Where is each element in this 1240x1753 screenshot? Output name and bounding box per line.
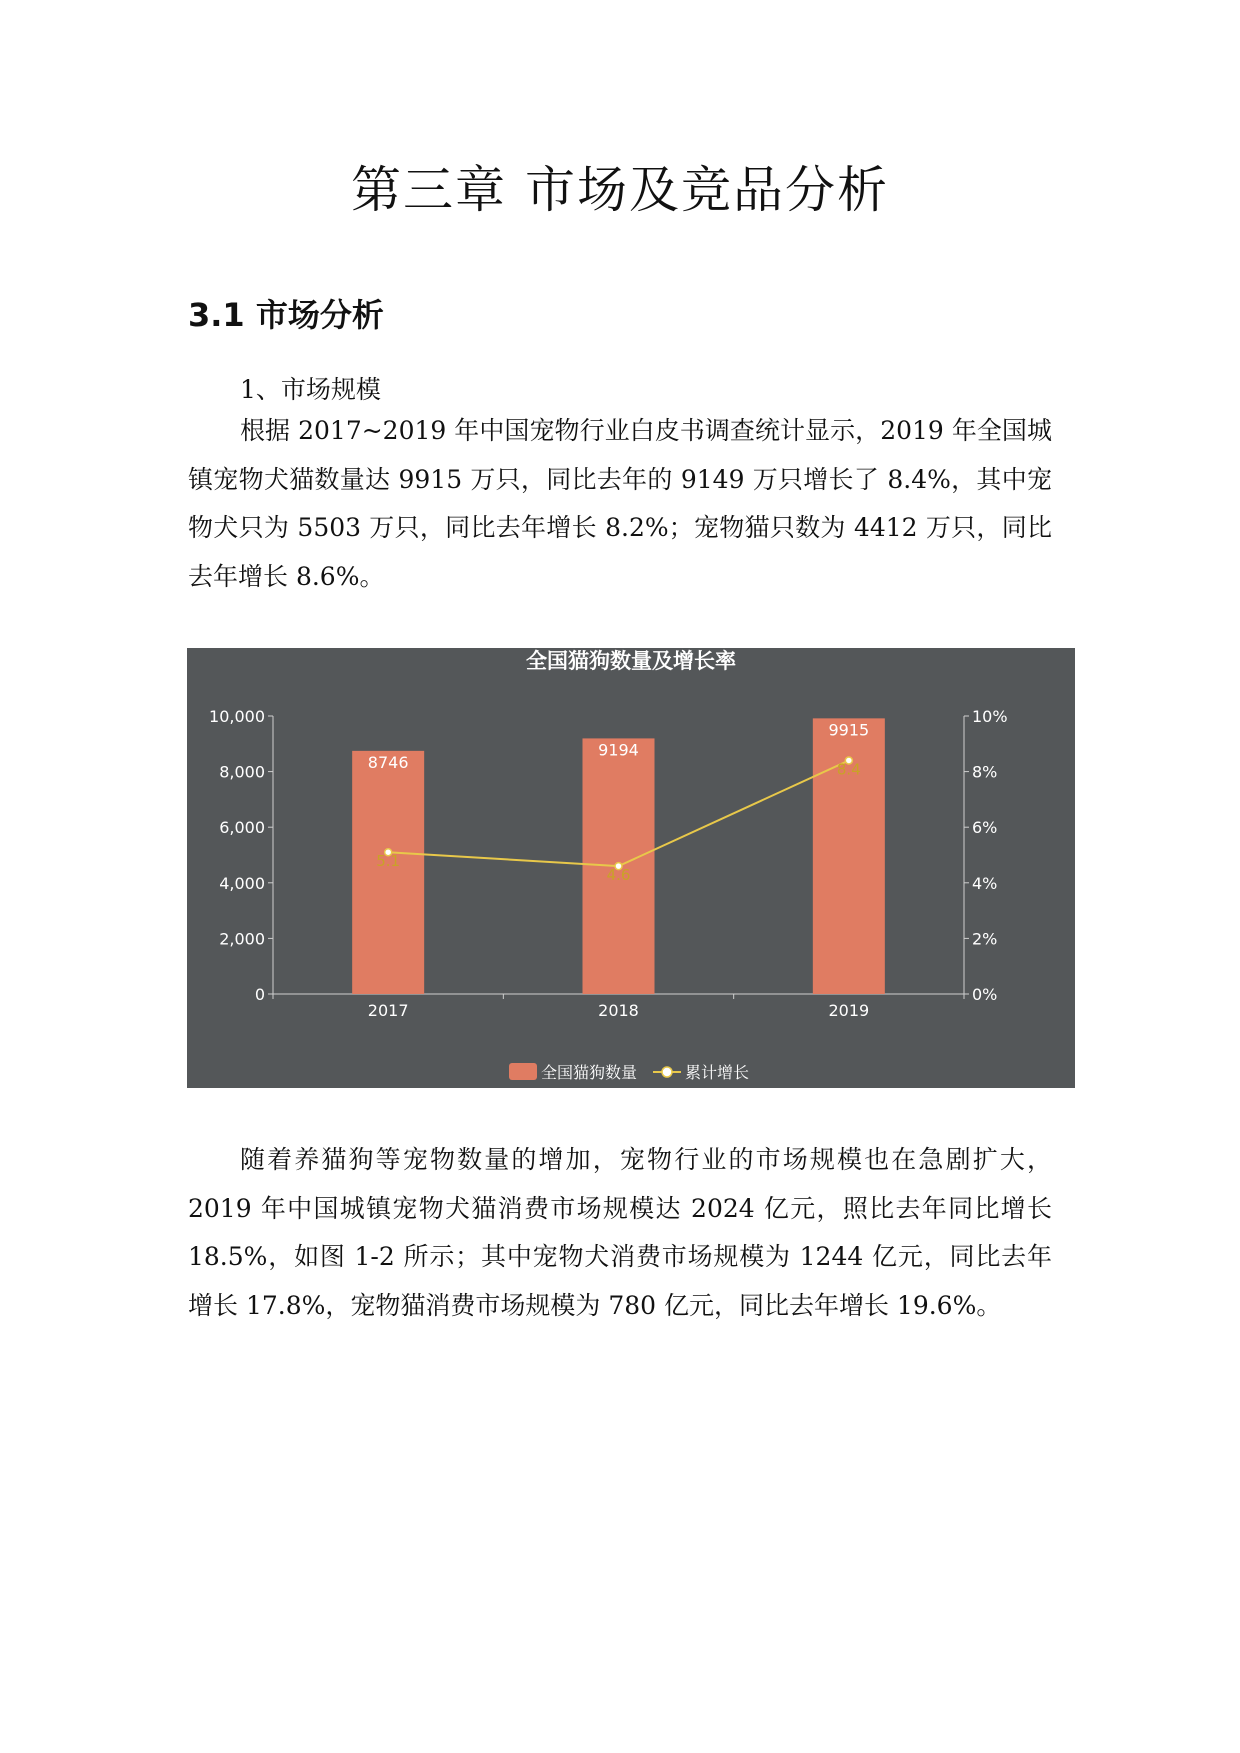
paragraph-market-size: 根据 2017~2019 年中国宠物行业白皮书调查统计显示，2019 年全国城镇宠物犬猫数量达 9915 万只，同比去年的 9149 万只增长了 8.4%，其中宠物犬只为 5503 万只，同比去年增长 8.2%；宠物猫只数为 4412 万只，同比去年增长 8.6%。 <box>188 416 1052 591</box>
y-right-tick-label: 0% <box>972 985 998 1004</box>
legend-swatch-point <box>662 1067 672 1077</box>
sub-heading: 1、市场规模 <box>240 375 381 404</box>
y-left-tick-label: 6,000 <box>219 818 265 838</box>
y-left-tick-label: 4,000 <box>219 873 265 893</box>
section-title: 3.1 市场分析 <box>188 296 384 334</box>
y-right-tick-label: 2% <box>972 929 998 949</box>
legend-label-bar: 全国猫狗数量 <box>541 1063 638 1082</box>
y-left-tick-label: 0 <box>254 985 265 1004</box>
bar-label: 8746 <box>367 752 409 772</box>
paragraph-consumption: 随着养猫狗等宠物数量的增加，宠物行业的市场规模也在急剧扩大，2019 年中国城镇宠物犬猫消费市场规模达 2024 亿元，照比去年同比增长 18.5%，如图 1-2 所示；其中宠物犬消费市场规模为 1244 亿元，同比去年增长 17.8%，宠物猫消费市场规模为 780 亿元，同比去年增长 19.6%。 <box>188 1145 1052 1320</box>
y-right-tick-label: 4% <box>972 873 998 893</box>
growth-label: 8.4 <box>836 760 861 779</box>
y-right-tick-label: 10% <box>972 707 1008 726</box>
chart-title: 全国猫狗数量及增长率 <box>526 649 736 673</box>
legend-swatch-bar <box>509 1063 537 1080</box>
x-tick-label: 2018 <box>598 1001 639 1020</box>
y-right-tick-label: 6% <box>972 818 998 838</box>
pet-count-chart <box>187 648 1075 1088</box>
bar <box>352 751 424 994</box>
y-left-tick-label: 10,000 <box>209 707 265 726</box>
chapter-title: 第三章 市场及竞品分析 <box>351 161 889 219</box>
x-tick-label: 2019 <box>828 1001 870 1020</box>
bar-label: 9915 <box>828 720 870 740</box>
growth-label: 5.1 <box>376 852 401 871</box>
bar-label: 9194 <box>598 740 639 760</box>
x-tick-label: 2017 <box>367 1001 409 1020</box>
y-right-tick-label: 8% <box>972 762 998 782</box>
y-left-tick-label: 8,000 <box>219 762 265 782</box>
growth-label: 4.6 <box>606 866 631 885</box>
legend-label-line: 累计增长 <box>685 1063 750 1082</box>
y-left-tick-label: 2,000 <box>219 929 265 949</box>
